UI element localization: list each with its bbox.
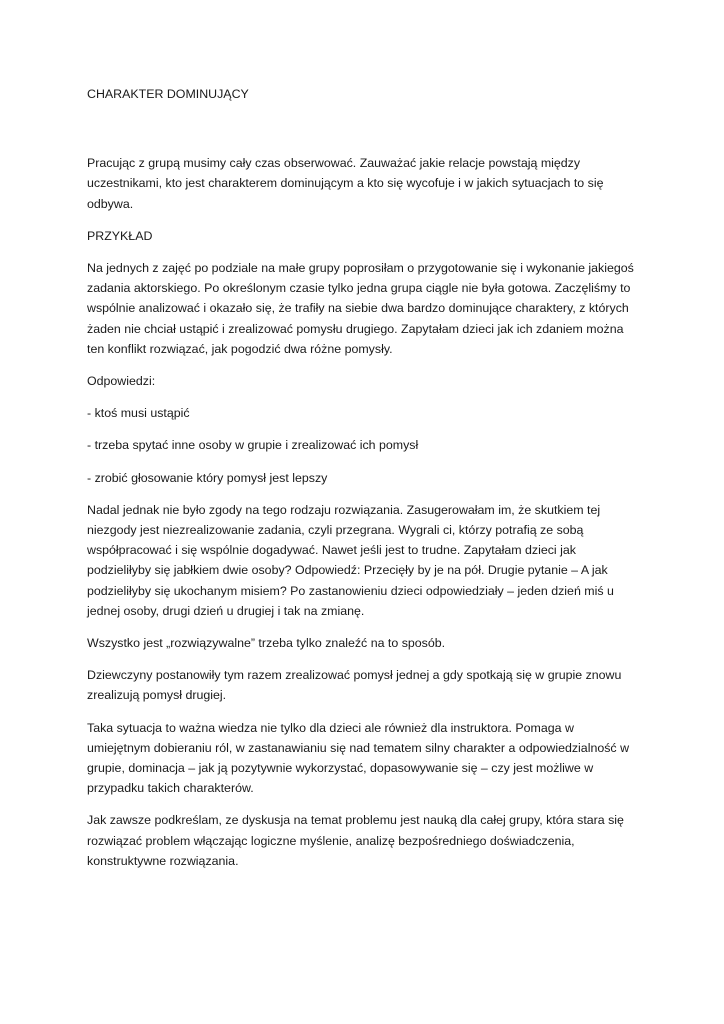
intro-paragraph: Pracując z grupą musimy cały czas obserwować. Zauważać jakie relacje powstają między uczestnikami, kto jest charakterem dominującym a kto się wycofuje i w jakich sytuacjach to się odbywa. <box>87 156 604 211</box>
conclusion-paragraph: Jak zawsze podkreślam, ze dyskusja na temat problemu jest nauką dla całej grupy, która stara się rozwiązać problem włączając logiczne myślenie, analizę bezpośredniego doświadczenia, konstruktywne rozwiązania. <box>87 813 624 868</box>
answer-item: - ktoś musi ustąpić <box>87 406 190 421</box>
solvable-paragraph: Wszystko jest „rozwiązywalne” trzeba tylko znaleźć na to sposób. <box>87 636 446 651</box>
no-agreement-paragraph: Nadal jednak nie było zgody na tego rodzaju rozwiązania. Zasugerowałam im, że skutkiem tej niezgody jest niezrealizowanie zadania, czyli przegrana. Wygrali ci, którzy potrafią ze sobą współpracować i się wspólnie dogadywać. Nawet jeśli jest to trudne. Zapytałam dzieci jak podzieliłyby się jabłkiem dwie osoby? Odpowiedź: Przecięły by je na pół. Drugie pytanie – A jak podzieliłyby się ukochanym misiem? Po zastanowieniu dzieci odpowiedziały – jeden dzień miś u jednej osoby, drugi dzień u drugiej i tak na zmianę. <box>87 502 614 618</box>
answer-item: - zrobić głosowanie który pomysł jest lepszy <box>87 470 328 485</box>
answers-heading: Odpowiedzi: <box>87 374 156 389</box>
example-paragraph: Na jednych z zajęć po podziale na małe grupy poprosiłam o przygotowanie się i wykonanie jakiegoś zadania aktorskiego. Po określonym czasie tylko jedna grupa ciągle nie była gotowa. Zaczęliśmy to wspólnie analizować i okazało się, że trafiły na siebie dwa bardzo dominujące charaktery, z których żaden nie chciał ustąpić i zrealizować pomysłu drugiego. Zapytałam dzieci jak ich zdaniem można ten konflikt rozwiązać, jak pogodzić dwa różne pomysły. <box>87 261 634 356</box>
answer-item: - trzeba spytać inne osoby w grupie i zrealizować ich pomysł <box>87 438 419 453</box>
example-heading: PRZYKŁAD <box>87 228 153 243</box>
girls-decision-paragraph: Dziewczyny postanowiły tym razem zrealizować pomysł jednej a gdy spotkają się w grupie znowu zrealizują pomysł drugiej. <box>87 668 622 703</box>
document-title: CHARAKTER DOMINUJĄCY <box>87 87 249 101</box>
instructor-paragraph: Taka sytuacja to ważna wiedza nie tylko dla dzieci ale również dla instruktora. Pomaga w umiejętnym dobieraniu ról, w zastanawianiu się nad tematem silny charakter a odpowiedzialność w grupie, dominacja – jak ją pozytywnie wykorzystać, dopasowywanie się – czy jest możliwe w przypadku takich charakterów. <box>87 720 630 796</box>
document-body <box>87 84 639 883</box>
